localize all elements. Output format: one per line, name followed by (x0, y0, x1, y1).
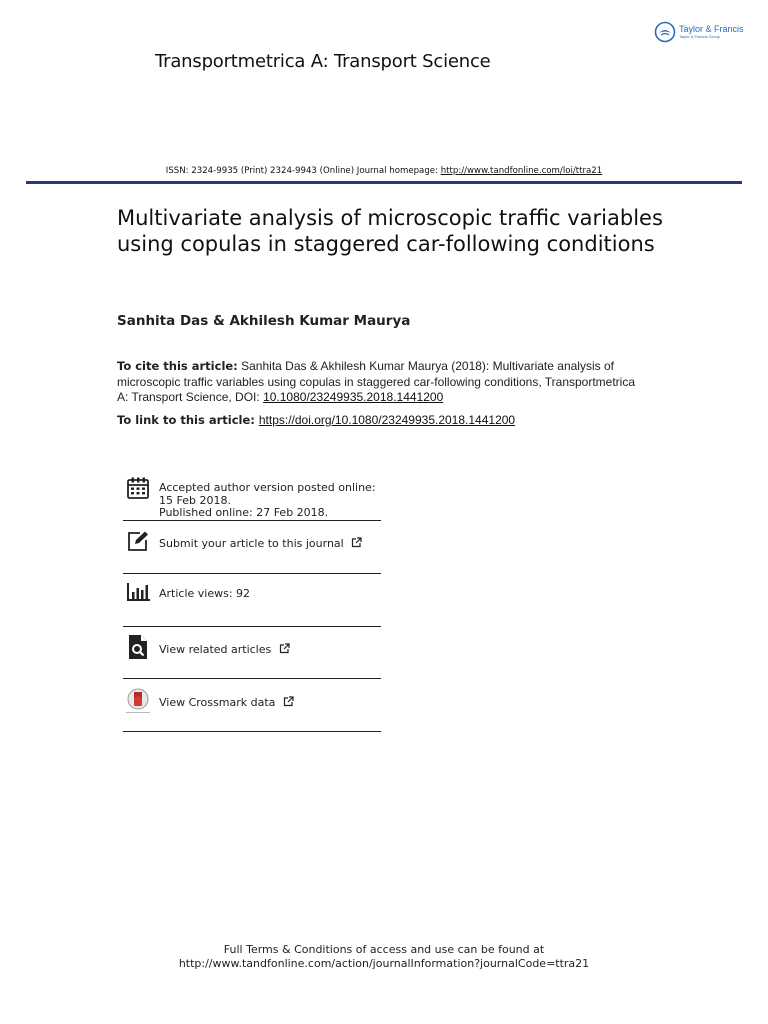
divider (123, 520, 381, 521)
publisher-logo[interactable] (654, 21, 744, 43)
divider (123, 573, 381, 574)
header-divider (26, 181, 742, 184)
publisher-name: Taylor & Francis (679, 24, 744, 34)
article-doi-link[interactable]: https://doi.org/10.1080/23249935.2018.1441200 (258, 413, 516, 427)
article-link-block (117, 413, 515, 427)
journal-title: Transportmetrica A: Transport Science (155, 51, 491, 72)
external-link-icon (351, 537, 362, 548)
edit-icon (126, 530, 150, 552)
article-views: Article views: 92 (159, 587, 251, 600)
journal-homepage-link[interactable]: http://www.tandfonline.com/loi/ttra21 (440, 166, 603, 176)
crossmark-icon (125, 688, 151, 718)
cite-label: To cite this article: (117, 359, 238, 373)
footer-terms: Full Terms & Conditions of access and use can be found at (223, 943, 545, 956)
footer-terms-url[interactable]: http://www.tandfonline.com/action/journalInformation?journalCode=ttra21 (178, 957, 590, 970)
citation-block (117, 359, 647, 406)
publication-dates-row (123, 476, 381, 520)
cite-doi-link[interactable]: 10.1080/23249935.2018.1441200 (263, 390, 444, 404)
cite-text: Sanhita Das & Akhilesh Kumar Maurya (2018): Multivariate analysis of microscopic traffic variables using copulas in staggered car-following conditions, Transportmetrica A: Transport Science, DOI: (117, 359, 636, 404)
submit-article-link[interactable]: Submit your article to this journal (159, 537, 344, 550)
article-title: Multivariate analysis of microscopic traffic variables using copulas in staggered car-following conditions (117, 206, 663, 256)
accepted-date: Accepted author version posted online: 15 Feb 2018. (159, 481, 376, 507)
calendar-icon (126, 476, 150, 500)
issn-text: ISSN: 2324-9935 (Print) 2324-9943 (Online) Journal homepage: (165, 166, 441, 176)
published-date: Published online: 27 Feb 2018. (159, 506, 329, 519)
article-views-row (123, 582, 381, 602)
article-authors: Sanhita Das & Akhilesh Kumar Maurya (117, 313, 411, 329)
issn-line (0, 166, 768, 176)
publisher-subtitle: Taylor & Francis Group (679, 34, 720, 39)
crossmark-row[interactable] (123, 688, 381, 718)
link-label: To link to this article: (117, 413, 255, 427)
crossmark-link[interactable]: View Crossmark data (159, 696, 276, 709)
submit-article-row[interactable] (123, 530, 381, 552)
divider (123, 678, 381, 679)
divider (123, 731, 381, 732)
external-link-icon (279, 643, 290, 654)
related-articles-row[interactable] (123, 634, 381, 660)
bar-chart-icon (125, 582, 151, 602)
external-link-icon (283, 696, 294, 707)
footer (0, 943, 768, 971)
divider (123, 626, 381, 627)
related-articles-link[interactable]: View related articles (159, 643, 272, 656)
document-search-icon (127, 634, 149, 660)
publisher-logo-icon (654, 21, 676, 43)
